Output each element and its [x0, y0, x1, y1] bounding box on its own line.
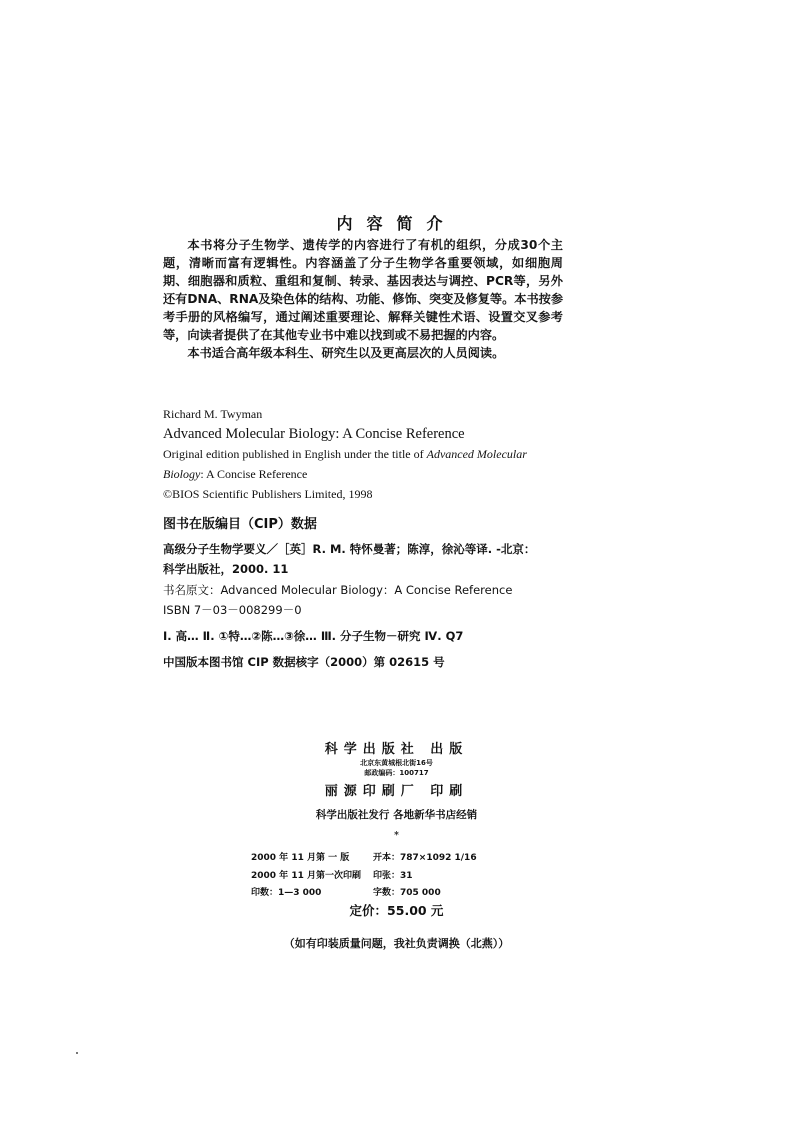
original-edition-suffix: : A Concise Reference [200, 467, 308, 481]
cip-header: 图书在版编目（CIP）数据 [163, 517, 317, 532]
summary-title: 内容简介 [336, 214, 457, 233]
original-title-italic: Advanced Molecular [426, 447, 527, 461]
scan-speck [76, 1052, 78, 1054]
postal-code: 邮政编码：100717 [364, 769, 429, 777]
printer-line: 丽源印刷厂 印刷 [324, 784, 469, 799]
publisher-line: 科学出版社 出版 [324, 742, 469, 757]
summary-body [163, 236, 563, 362]
original-edition-line-2 [163, 464, 583, 484]
original-book-title: Advanced Molecular Biology: A Concise Reference [163, 426, 465, 442]
english-credits [163, 404, 583, 504]
original-title-italic-2: Biology [163, 467, 201, 481]
author-name: Richard M. Twyman [163, 407, 263, 421]
quality-note: （如有印装质量问题，我社负责调换（北燕）） [283, 937, 510, 950]
price: 定价：55.00 元 [349, 903, 444, 918]
summary-paragraph: 本书将分子生物学、遗传学的内容进行了有机的组织，分成30个主题，清晰而富有逻辑性。内容涵盖了分子生物学各重要领域，如细胞周期、细胞器和质粒、重组和复制、转录、基因表达与调控、PCR等，另外还有DNA、RNA及染色体的结构、功能、修饰、突变及修复等。本书按参考手册的风格编写，通过阐述重要理论、解释关键性术语、设置交叉参考等，向读者提供了在其他专业书中难以找到或不易把握的内容。 [163, 238, 564, 342]
separator-star: * [394, 831, 399, 841]
print-run-info: 印数：1—3 000 [251, 888, 322, 898]
cip-record-number: 中国版本图书馆 CIP 数据核字（2000）第 02615 号 [163, 655, 445, 669]
cip-line: 高级分子生物学要义／［英］R. M. 特怀曼著；陈淳，徐沁等译. -北京： [163, 542, 536, 556]
isbn-line: ISBN 7－03－008299－0 [163, 603, 302, 617]
distribution-line: 科学出版社发行 各地新华书店经销 [315, 809, 478, 821]
cip-classification-line: Ⅰ. 高… Ⅱ. ①特…②陈…③徐… Ⅲ. 分子生物－研究 Ⅳ. Q7 [163, 629, 464, 643]
cip-line: 科学出版社，2000. 11 [163, 562, 289, 576]
word-count-info: 字数：705 000 [373, 888, 441, 898]
copyright-line: ©BIOS Scientific Publishers Limited, 1998 [163, 487, 373, 501]
original-edition-line [163, 444, 583, 464]
sheets-info: 印张：31 [373, 871, 413, 881]
publisher-address: 北京东黄城根北街16号 [360, 759, 433, 767]
edition-info: 2000 年 11 月第 一 版 [251, 853, 350, 863]
format-info: 开本：787×1092 1/16 [373, 853, 477, 863]
printing-info: 2000 年 11 月第一次印刷 [251, 871, 361, 881]
original-edition-prefix: Original edition published in English under the title of [163, 447, 427, 461]
cip-line: 书名原文：Advanced Molecular Biology：A Concise Reference [163, 583, 513, 597]
summary-paragraph: 本书适合高年级本科生、研究生以及更高层次的人员阅读。 [187, 346, 505, 360]
